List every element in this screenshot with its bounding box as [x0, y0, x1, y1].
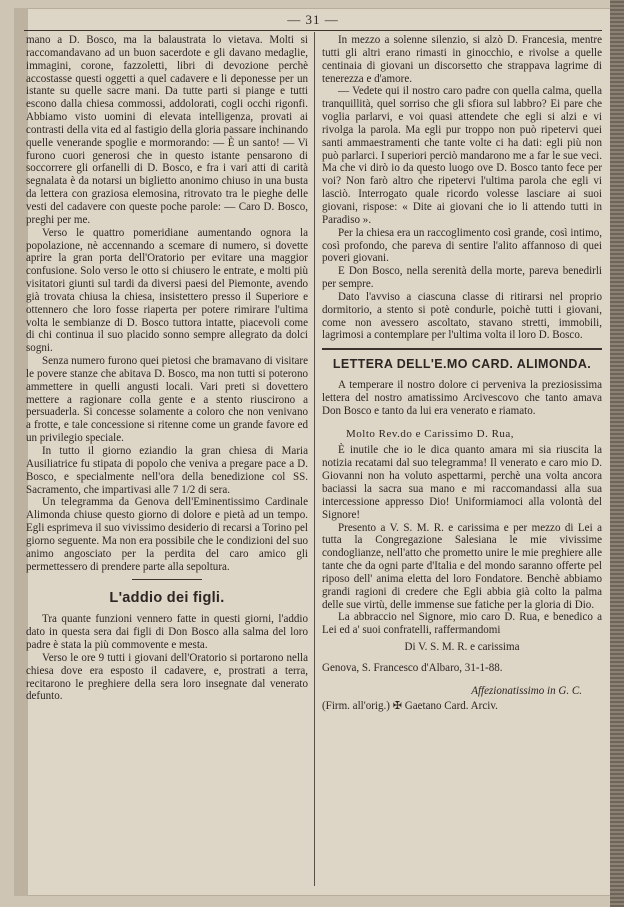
right-paragraph-1: In mezzo a solenne silenzio, si alzò D. Francesia, mentre tutti gli altri erano rimasti in ginocchio, e rivolse a quelle centinaia di giovani un discorsetto che strappava lagrime di tenerezza e d'amore. [322, 34, 602, 85]
letter-salutation: Molto Rev.do e Carissimo D. Rua, [346, 427, 515, 440]
letter-signoff: Affezionatissimo in G. C. [471, 684, 582, 697]
column-divider [314, 32, 315, 886]
letter-paragraph-3: La abbraccio nel Signore, mio caro D. Rua, e benedico a Lei ed a' suoi confratelli, raffermandomi [322, 611, 602, 637]
top-rule [24, 30, 602, 31]
letter-signature: (Firm. all'orig.) ✠ Gaetano Card. Arciv. [322, 699, 498, 712]
letter-rule [322, 348, 602, 350]
letter-title: LETTERA DELL'E.MO CARD. ALIMONDA. [332, 357, 592, 372]
section-rule [132, 579, 202, 580]
page-number: — 31 — [287, 12, 339, 27]
letter-place-date: Genova, S. Francesco d'Albaro, 31-1-88. [322, 661, 503, 674]
left-paragraph-7: Verso le ore 9 tutti i giovani dell'Oratorio si portarono nella chiesa dove era esposto il cadavere, e, prostrati a terra, recitarono le preghiere della sera loro insegnate dal venerato defunto. [26, 651, 308, 703]
letter-paragraph-2: Presento a V. S. M. R. e carissima e per mezzo di Lei a tutta la Congregazione Salesiana le mie vivissime condoglianze, nell'atto che prometto unire le mie preghiere alle tante che da ogni parte d'Italia e del mondo saranno offerte pel riposo dell' anima eletta del loro Fondatore. Benchè abbiamo grandi ragioni di credere che Egli abbia già colto la palma delle sue virtù, delle immense sue fatiche per la gloria di Dio. [322, 521, 602, 611]
section-title: L'addio dei figli. [109, 590, 225, 607]
right-paragraph-2: — Vedete qui il nostro caro padre con quella calma, quella tranquillità, quel sorriso che gli sfiora sul labbro? Ei pare che voglia parlarvi, e voi quasi attendete che egli si alzi e vi rivolga la parola. Ma egli pur troppo non può ripetervi quei santi ammaestramenti che tante volte ci ha dati: egli più non può parlarci. I superiori perciò mandarono me a far le sue veci. Ma che vi dirò io da questo luogo ove D. Bosco tanto fece per voi? Non farò altro che ripetervi l'ultima parola che egli vi lasciò. Interrogato quale ricordo volesse lasciare ai suoi giovani, rispose: « Dite ai giovani che io li attendo tutti in Paradiso ». [322, 85, 602, 226]
right-paragraph-4: E Don Bosco, nella serenità della morte, pareva benedirli per sempre. [322, 265, 602, 291]
newspaper-page [14, 8, 612, 896]
scan-right-edge [610, 0, 624, 907]
right-column [322, 34, 602, 886]
left-paragraph-5: Un telegramma da Genova dell'Eminentissimo Cardinale Alimonda chiuse questo giorno di dolore e pietà ad un tempo. Egli esprimeva il suo vivissimo desiderio di recarsi a Torino pel giorno seguente. Ma non era possibile che le condizioni del suo animo angosciato per la perdita del caro amico gli permettessero di prendere parte alla sepoltura. [26, 496, 308, 573]
right-paragraph-3: Per la chiesa era un raccoglimento così grande, così intimo, così profondo, che pareva di sentire l'alito affannoso di quei poveri giovani. [322, 226, 602, 265]
letter-intro: A temperare il nostro dolore ci perveniva la preziosissima lettera del nostro amatissimo Arcivescovo che tanto amava Don Bosco e tanto da lui era venerato e riamato. [322, 379, 602, 417]
left-column [26, 34, 308, 886]
left-paragraph-2: Verso le quattro pomeridiane aumentando ognora la popolazione, nè accennando a scemare di numero, si dovette aprire la gran porta dell'Oratorio per evitare una maggior confusione. Solo verso le otto si chiusero le entrate, e molti più visitatori giunti sul tardi da diversi paesi del Piemonte, avendo già trovata chiusa la chiesa, insistettero presso il Superiore e ottennero che loro fosse riaperta per potere rimirare l'ultima volta le sembianze di D. Bosco tuttora intatte, piacevoli come di chi continua il suo placido sonno sempre allegrato da dolci sogni. [26, 226, 308, 355]
letter-paragraph-1: È inutile che io le dica quanto amara mi sia riuscita la notizia recatami dal suo telegramma! Il venerato e caro mio D. Giovanni non ha voluto aspettarmi, perchè una volta ancora baciassi la sacra sua mano e mi raccomandassi alla sua intercessione appresso Dio! Uniformiamoci alla volontà del Signore! [322, 444, 602, 521]
left-paragraph-6: Tra quante funzioni vennero fatte in questi giorni, l'addio dato in questa sera dai figli di Don Bosco alla salma del loro padre è stata la più commovente e mesta. [26, 613, 308, 651]
letter-closing: Di V. S. M. R. e carissima [404, 641, 520, 654]
left-paragraph-1: mano a D. Bosco, ma la balaustrata lo vietava. Molti si raccomandavano ad un buon sacerdote e gli davano medaglie, immagini, corone, fazzoletti, libri di devozione perchè accostasse questi oggetti a quel cadavere e li deponesse per un istante su quelle sacre mani. Da tutte parti si piange e tutti escono dalla chiesa commossi, addolorati, cogli occhi rigonfi. Abbiamo visto uomini di elevata intelligenza, provati ai contrasti della vita ed al fastigio della gloria passare inchinando quelle venerande spoglie e mormorando: — È un santo! — Vi furono cuori generosi che in questo istante pensarono di soccorrere gli orfanelli di D. Bosco, e fra i vari atti di carità segnalata è da notarsi un biglietto anonimo chiuso in una busta da lettera con graziosa elemosina, ritrovato tra le pieghe delle vesti del cadavere con queste poche parole: — Caro D. Bosco, preghi per me. [26, 34, 308, 226]
left-paragraph-3: Senza numero furono quei pietosi che bramavano di visitare le povere stanze che abitava D. Bosco, ma non tutti si poterono ammettere in quelli angusti locali. Vari preti si dovettero mettere a ragionare colla gente e a stento riuscirono a persuaderla. Si concesse solamente a coloro che non venivano a frotte, e tale concessione si ritenne come un grande favore ed un privilegio speciale. [26, 355, 308, 445]
left-paragraph-4: In tutto il giorno eziandio la gran chiesa di Maria Ausiliatrice fu stipata di popolo che veniva a pregare pace a D. Bosco, e specialmente nell'ora della benedizione col SS. Sacramento, che impartivasi alle 7 1/2 di sera. [26, 445, 308, 496]
right-paragraph-5: Dato l'avviso a ciascuna classe di ritirarsi nel proprio dormitorio, a stento si potè condurle, poichè tutti i giovani, come non avessero ascoltato, stavano stretti, immobili, lagrimosi a contemplare per l'ultima volta il loro D. Bosco. [322, 290, 602, 342]
